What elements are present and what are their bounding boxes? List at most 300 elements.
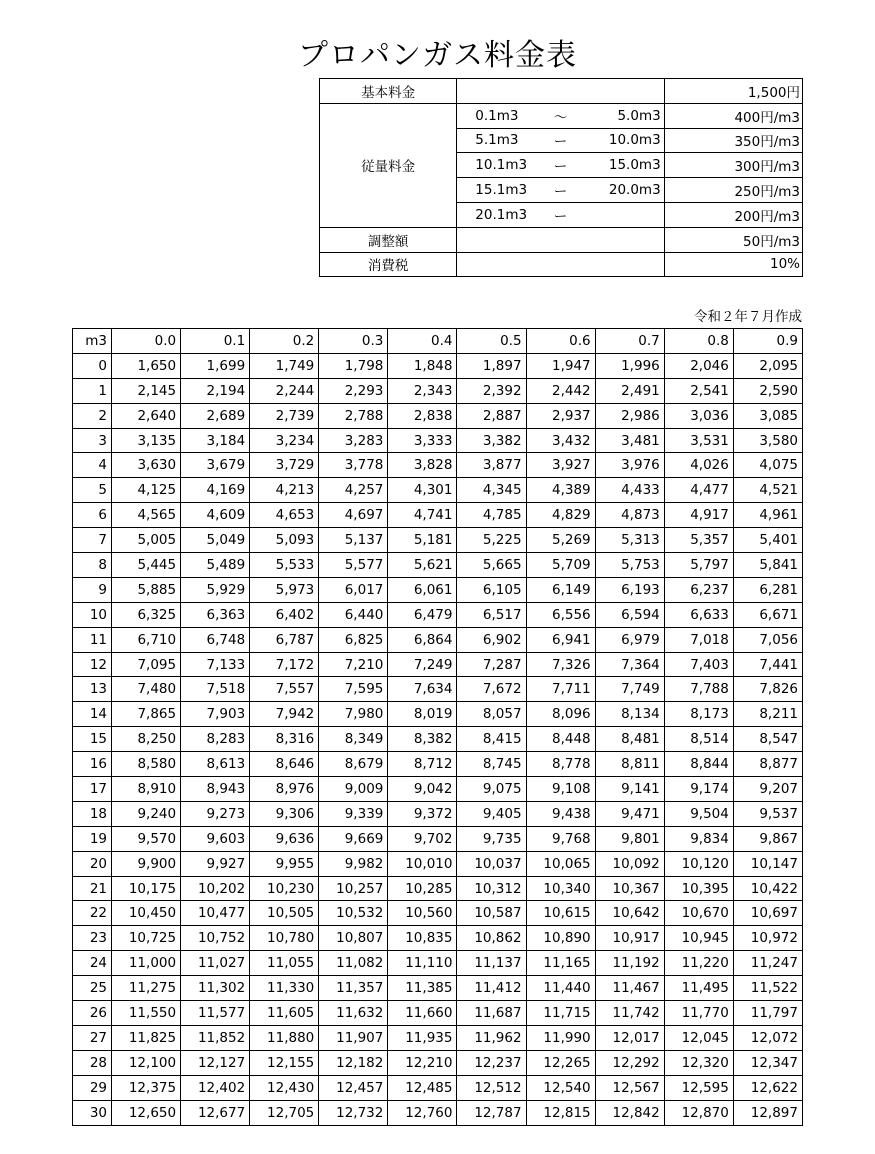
price-cell: 10,147: [733, 851, 802, 876]
price-cell: 12,210: [388, 1050, 457, 1075]
price-cell: 10,477: [181, 901, 250, 926]
price-cell: 10,670: [664, 901, 733, 926]
price-cell: 12,072: [733, 1025, 802, 1050]
price-cell: 5,753: [595, 553, 664, 578]
price-cell: 11,770: [664, 1001, 733, 1026]
price-cell: 10,065: [526, 851, 595, 876]
price-cell: 4,521: [733, 478, 802, 503]
table-row: [73, 553, 803, 578]
price-cell: 11,715: [526, 1001, 595, 1026]
price-cell: 6,517: [457, 602, 526, 627]
price-cell: 11,137: [457, 951, 526, 976]
price-cell: 8,613: [181, 752, 250, 777]
price-cell: 12,045: [664, 1025, 733, 1050]
price-cell: 3,135: [112, 428, 181, 453]
price-cell: 8,316: [250, 727, 319, 752]
price-cell: 12,292: [595, 1050, 664, 1075]
table-row: [73, 1100, 803, 1125]
price-cell: 8,283: [181, 727, 250, 752]
price-cell: 4,917: [664, 503, 733, 528]
table-row: [73, 478, 803, 503]
price-cell: 7,018: [664, 627, 733, 652]
price-cell: 9,009: [319, 777, 388, 802]
row-header: 30: [73, 1100, 112, 1125]
price-cell: 9,504: [664, 801, 733, 826]
price-cell: 9,471: [595, 801, 664, 826]
row-header: 9: [73, 577, 112, 602]
row-header: 4: [73, 453, 112, 478]
price-cell: 6,017: [319, 577, 388, 602]
price-cell: 8,778: [526, 752, 595, 777]
price-cell: 9,735: [457, 826, 526, 851]
table-row: [73, 677, 803, 702]
price-cell: 6,825: [319, 627, 388, 652]
price-cell: 4,829: [526, 503, 595, 528]
table-row: [73, 1050, 803, 1075]
column-header: 0.4: [388, 329, 457, 354]
corner-header: m3: [73, 329, 112, 354]
price-cell: 3,481: [595, 428, 664, 453]
price-cell: 6,748: [181, 627, 250, 652]
row-header: 5: [73, 478, 112, 503]
price-cell: 10,532: [319, 901, 388, 926]
price-cell: 8,877: [733, 752, 802, 777]
page-title: プロパンガス料金表: [298, 38, 577, 73]
price-cell: 8,712: [388, 752, 457, 777]
column-header: 0.2: [250, 329, 319, 354]
price-cell: 8,211: [733, 702, 802, 727]
price-cell: 10,395: [664, 876, 733, 901]
price-cell: 8,382: [388, 727, 457, 752]
price-cell: 12,127: [181, 1050, 250, 1075]
price-cell: 7,056: [733, 627, 802, 652]
price-cell: 10,092: [595, 851, 664, 876]
usage-range-sep: ～: [553, 109, 568, 126]
row-header: 29: [73, 1075, 112, 1100]
column-header: 0.0: [112, 329, 181, 354]
price-cell: 9,801: [595, 826, 664, 851]
row-header: 19: [73, 826, 112, 851]
price-cell: 10,615: [526, 901, 595, 926]
table-row: [73, 403, 803, 428]
price-cell: 10,285: [388, 876, 457, 901]
price-cell: 7,826: [733, 677, 802, 702]
adjustment-row: [320, 227, 803, 252]
price-cell: 12,567: [595, 1075, 664, 1100]
row-header: 21: [73, 876, 112, 901]
table-row: [73, 627, 803, 652]
price-cell: 10,505: [250, 901, 319, 926]
price-cell: 1,699: [181, 353, 250, 378]
price-cell: 11,027: [181, 951, 250, 976]
row-header: 18: [73, 801, 112, 826]
price-cell: 3,382: [457, 428, 526, 453]
price-cell: 9,900: [112, 851, 181, 876]
row-header: 6: [73, 503, 112, 528]
price-cell: 10,587: [457, 901, 526, 926]
row-header: 26: [73, 1001, 112, 1026]
price-cell: 8,173: [664, 702, 733, 727]
price-cell: 8,019: [388, 702, 457, 727]
price-cell: 3,828: [388, 453, 457, 478]
price-cell: 8,679: [319, 752, 388, 777]
price-cell: 9,867: [733, 826, 802, 851]
price-cell: 5,049: [181, 528, 250, 553]
usage-row: [320, 103, 803, 128]
price-cell: 6,237: [664, 577, 733, 602]
price-cell: 12,815: [526, 1100, 595, 1125]
column-header: 0.1: [181, 329, 250, 354]
price-cell: 2,194: [181, 378, 250, 403]
price-cell: 4,961: [733, 503, 802, 528]
table-row: [73, 503, 803, 528]
table-row: [73, 353, 803, 378]
price-cell: 6,402: [250, 602, 319, 627]
price-cell: 2,442: [526, 378, 595, 403]
usage-range-sep: ー: [553, 184, 568, 201]
row-header: 27: [73, 1025, 112, 1050]
usage-price: 400円/m3: [664, 103, 802, 128]
price-cell: 12,760: [388, 1100, 457, 1125]
column-header: 0.7: [595, 329, 664, 354]
usage-range-to: 10.0m3: [608, 132, 661, 149]
price-cell: 11,797: [733, 1001, 802, 1026]
price-cell: 9,537: [733, 801, 802, 826]
price-cell: 6,787: [250, 627, 319, 652]
price-cell: 9,603: [181, 826, 250, 851]
price-cell: 10,560: [388, 901, 457, 926]
price-cell: 12,732: [319, 1100, 388, 1125]
row-header: 20: [73, 851, 112, 876]
price-cell: 4,169: [181, 478, 250, 503]
price-cell: 7,942: [250, 702, 319, 727]
base-fee-value: 1,500円: [664, 79, 802, 104]
tax-row: [320, 252, 803, 277]
price-cell: 6,363: [181, 602, 250, 627]
price-cell: 11,907: [319, 1025, 388, 1050]
row-header: 10: [73, 602, 112, 627]
price-cell: 8,514: [664, 727, 733, 752]
usage-range-from: 10.1m3: [475, 157, 528, 174]
usage-range: [457, 178, 664, 203]
table-row: [73, 378, 803, 403]
price-cell: 9,834: [664, 826, 733, 851]
price-cell: 9,927: [181, 851, 250, 876]
price-cell: 10,120: [664, 851, 733, 876]
price-cell: 8,580: [112, 752, 181, 777]
price-cell: 5,973: [250, 577, 319, 602]
price-cell: 3,085: [733, 403, 802, 428]
price-cell: 3,729: [250, 453, 319, 478]
price-cell: 9,042: [388, 777, 457, 802]
price-cell: 5,577: [319, 553, 388, 578]
price-cell: 7,210: [319, 652, 388, 677]
price-cell: 4,125: [112, 478, 181, 503]
price-cell: 2,640: [112, 403, 181, 428]
price-cell: 6,979: [595, 627, 664, 652]
table-row: [73, 976, 803, 1001]
price-cell: 9,768: [526, 826, 595, 851]
price-cell: 9,405: [457, 801, 526, 826]
price-cell: 5,489: [181, 553, 250, 578]
price-cell: 12,017: [595, 1025, 664, 1050]
table-row: [73, 801, 803, 826]
price-cell: 5,885: [112, 577, 181, 602]
price-cell: 12,842: [595, 1100, 664, 1125]
table-row: [73, 777, 803, 802]
price-cell: 7,480: [112, 677, 181, 702]
price-cell: 3,184: [181, 428, 250, 453]
price-cell: 7,441: [733, 652, 802, 677]
price-cell: 2,986: [595, 403, 664, 428]
table-row: [73, 951, 803, 976]
tax-value: 10%: [664, 252, 802, 277]
price-cell: 5,225: [457, 528, 526, 553]
price-cell: 4,433: [595, 478, 664, 503]
price-cell: 3,531: [664, 428, 733, 453]
price-cell: 3,976: [595, 453, 664, 478]
price-cell: 10,312: [457, 876, 526, 901]
price-header-row: [73, 329, 803, 354]
price-cell: 6,281: [733, 577, 802, 602]
price-cell: 6,105: [457, 577, 526, 602]
price-cell: 12,595: [664, 1075, 733, 1100]
price-cell: 8,547: [733, 727, 802, 752]
price-cell: 6,864: [388, 627, 457, 652]
price-cell: 7,172: [250, 652, 319, 677]
price-cell: 10,257: [319, 876, 388, 901]
price-cell: 5,709: [526, 553, 595, 578]
tax-label: 消費税: [320, 252, 457, 277]
price-cell: 8,096: [526, 702, 595, 727]
adjustment-value: 50円/m3: [664, 227, 802, 252]
price-cell: 8,349: [319, 727, 388, 752]
price-cell: 7,788: [664, 677, 733, 702]
row-header: 11: [73, 627, 112, 652]
table-row: [73, 876, 803, 901]
row-header: 23: [73, 926, 112, 951]
price-cell: 11,220: [664, 951, 733, 976]
price-cell: 11,275: [112, 976, 181, 1001]
row-header: 14: [73, 702, 112, 727]
price-cell: 6,633: [664, 602, 733, 627]
column-header: 0.6: [526, 329, 595, 354]
table-row: [73, 428, 803, 453]
usage-price: 350円/m3: [664, 128, 802, 153]
price-cell: 7,595: [319, 677, 388, 702]
price-cell: 5,269: [526, 528, 595, 553]
price-cell: 10,340: [526, 876, 595, 901]
price-cell: 4,026: [664, 453, 733, 478]
price-cell: 3,283: [319, 428, 388, 453]
price-cell: 11,550: [112, 1001, 181, 1026]
price-cell: 9,306: [250, 801, 319, 826]
price-cell: 8,811: [595, 752, 664, 777]
price-cell: 2,689: [181, 403, 250, 428]
row-header: 24: [73, 951, 112, 976]
price-cell: 8,910: [112, 777, 181, 802]
base-fee-range: [457, 79, 664, 104]
price-cell: 6,941: [526, 627, 595, 652]
price-cell: 8,448: [526, 727, 595, 752]
price-cell: 12,182: [319, 1050, 388, 1075]
price-cell: 11,935: [388, 1025, 457, 1050]
price-cell: 7,557: [250, 677, 319, 702]
price-cell: 11,247: [733, 951, 802, 976]
price-cell: 5,181: [388, 528, 457, 553]
price-cell: 7,133: [181, 652, 250, 677]
price-cell: 3,778: [319, 453, 388, 478]
price-cell: 3,036: [664, 403, 733, 428]
price-cell: 10,230: [250, 876, 319, 901]
usage-range: [457, 202, 664, 227]
price-cell: 8,057: [457, 702, 526, 727]
price-cell: 2,343: [388, 378, 457, 403]
price-cell: 4,697: [319, 503, 388, 528]
price-cell: 8,646: [250, 752, 319, 777]
usage-fee-label: 従量料金: [320, 103, 457, 227]
row-header: 1: [73, 378, 112, 403]
price-cell: 9,438: [526, 801, 595, 826]
price-cell: 10,890: [526, 926, 595, 951]
price-cell: 3,432: [526, 428, 595, 453]
price-cell: 6,671: [733, 602, 802, 627]
price-cell: 7,980: [319, 702, 388, 727]
price-cell: 12,485: [388, 1075, 457, 1100]
price-cell: 11,962: [457, 1025, 526, 1050]
price-cell: 12,100: [112, 1050, 181, 1075]
price-cell: 2,145: [112, 378, 181, 403]
price-cell: 7,634: [388, 677, 457, 702]
adjustment-blank: [457, 227, 664, 252]
price-cell: 11,440: [526, 976, 595, 1001]
price-cell: 6,556: [526, 602, 595, 627]
usage-range-from: 0.1m3: [475, 107, 519, 124]
price-cell: 7,518: [181, 677, 250, 702]
table-row: [73, 652, 803, 677]
price-cell: 4,785: [457, 503, 526, 528]
price-cell: 4,741: [388, 503, 457, 528]
price-cell: 5,357: [664, 528, 733, 553]
price-cell: 10,807: [319, 926, 388, 951]
price-cell: 7,249: [388, 652, 457, 677]
price-cell: 9,141: [595, 777, 664, 802]
price-cell: 6,479: [388, 602, 457, 627]
row-header: 7: [73, 528, 112, 553]
price-cell: 6,193: [595, 577, 664, 602]
row-header: 28: [73, 1050, 112, 1075]
price-cell: 3,927: [526, 453, 595, 478]
price-cell: 2,541: [664, 378, 733, 403]
price-cell: 5,401: [733, 528, 802, 553]
price-cell: 10,945: [664, 926, 733, 951]
price-cell: 10,917: [595, 926, 664, 951]
price-cell: 10,450: [112, 901, 181, 926]
table-row: [73, 602, 803, 627]
price-cell: 9,372: [388, 801, 457, 826]
price-cell: 10,862: [457, 926, 526, 951]
price-cell: 5,533: [250, 553, 319, 578]
price-cell: 5,665: [457, 553, 526, 578]
row-header: 0: [73, 353, 112, 378]
price-cell: 2,293: [319, 378, 388, 403]
price-cell: 9,982: [319, 851, 388, 876]
price-cell: 12,787: [457, 1100, 526, 1125]
usage-range-to: 15.0m3: [608, 157, 661, 174]
price-cell: 6,710: [112, 627, 181, 652]
price-cell: 11,495: [664, 976, 733, 1001]
row-header: 15: [73, 727, 112, 752]
price-cell: 5,093: [250, 528, 319, 553]
price-cell: 1,897: [457, 353, 526, 378]
price-cell: 10,010: [388, 851, 457, 876]
price-cell: 4,213: [250, 478, 319, 503]
price-cell: 12,622: [733, 1075, 802, 1100]
row-header: 16: [73, 752, 112, 777]
price-cell: 4,873: [595, 503, 664, 528]
price-cell: 12,155: [250, 1050, 319, 1075]
price-cell: 9,570: [112, 826, 181, 851]
table-row: [73, 926, 803, 951]
price-cell: 1,798: [319, 353, 388, 378]
price-cell: 8,134: [595, 702, 664, 727]
price-cell: 11,302: [181, 976, 250, 1001]
price-cell: 9,669: [319, 826, 388, 851]
price-cell: 6,594: [595, 602, 664, 627]
price-cell: 8,976: [250, 777, 319, 802]
price-cell: 11,330: [250, 976, 319, 1001]
table-row: [73, 577, 803, 602]
tax-blank: [457, 252, 664, 277]
table-row: [73, 1001, 803, 1026]
price-cell: 6,061: [388, 577, 457, 602]
price-cell: 11,577: [181, 1001, 250, 1026]
price-cell: 10,175: [112, 876, 181, 901]
price-cell: 12,265: [526, 1050, 595, 1075]
price-cell: 10,697: [733, 901, 802, 926]
price-cell: 10,422: [733, 876, 802, 901]
price-cell: 1,650: [112, 353, 181, 378]
price-cell: 11,357: [319, 976, 388, 1001]
price-cell: 10,725: [112, 926, 181, 951]
price-cell: 3,333: [388, 428, 457, 453]
price-cell: 11,825: [112, 1025, 181, 1050]
price-cell: 4,477: [664, 478, 733, 503]
price-cell: 8,250: [112, 727, 181, 752]
price-cell: 2,887: [457, 403, 526, 428]
price-cell: 4,301: [388, 478, 457, 503]
price-cell: 3,580: [733, 428, 802, 453]
usage-range-sep: ー: [553, 159, 568, 176]
price-cell: 11,110: [388, 951, 457, 976]
price-cell: 11,165: [526, 951, 595, 976]
price-cell: 1,996: [595, 353, 664, 378]
price-cell: 12,457: [319, 1075, 388, 1100]
price-cell: 12,402: [181, 1075, 250, 1100]
price-cell: 7,403: [664, 652, 733, 677]
price-cell: 2,491: [595, 378, 664, 403]
price-cell: 10,202: [181, 876, 250, 901]
price-cell: 10,752: [181, 926, 250, 951]
usage-range-from: 5.1m3: [475, 132, 519, 149]
row-header: 17: [73, 777, 112, 802]
price-cell: 11,880: [250, 1025, 319, 1050]
usage-range-sep: ー: [553, 134, 568, 151]
price-cell: 2,392: [457, 378, 526, 403]
column-header: 0.3: [319, 329, 388, 354]
price-cell: 12,870: [664, 1100, 733, 1125]
price-cell: 11,385: [388, 976, 457, 1001]
